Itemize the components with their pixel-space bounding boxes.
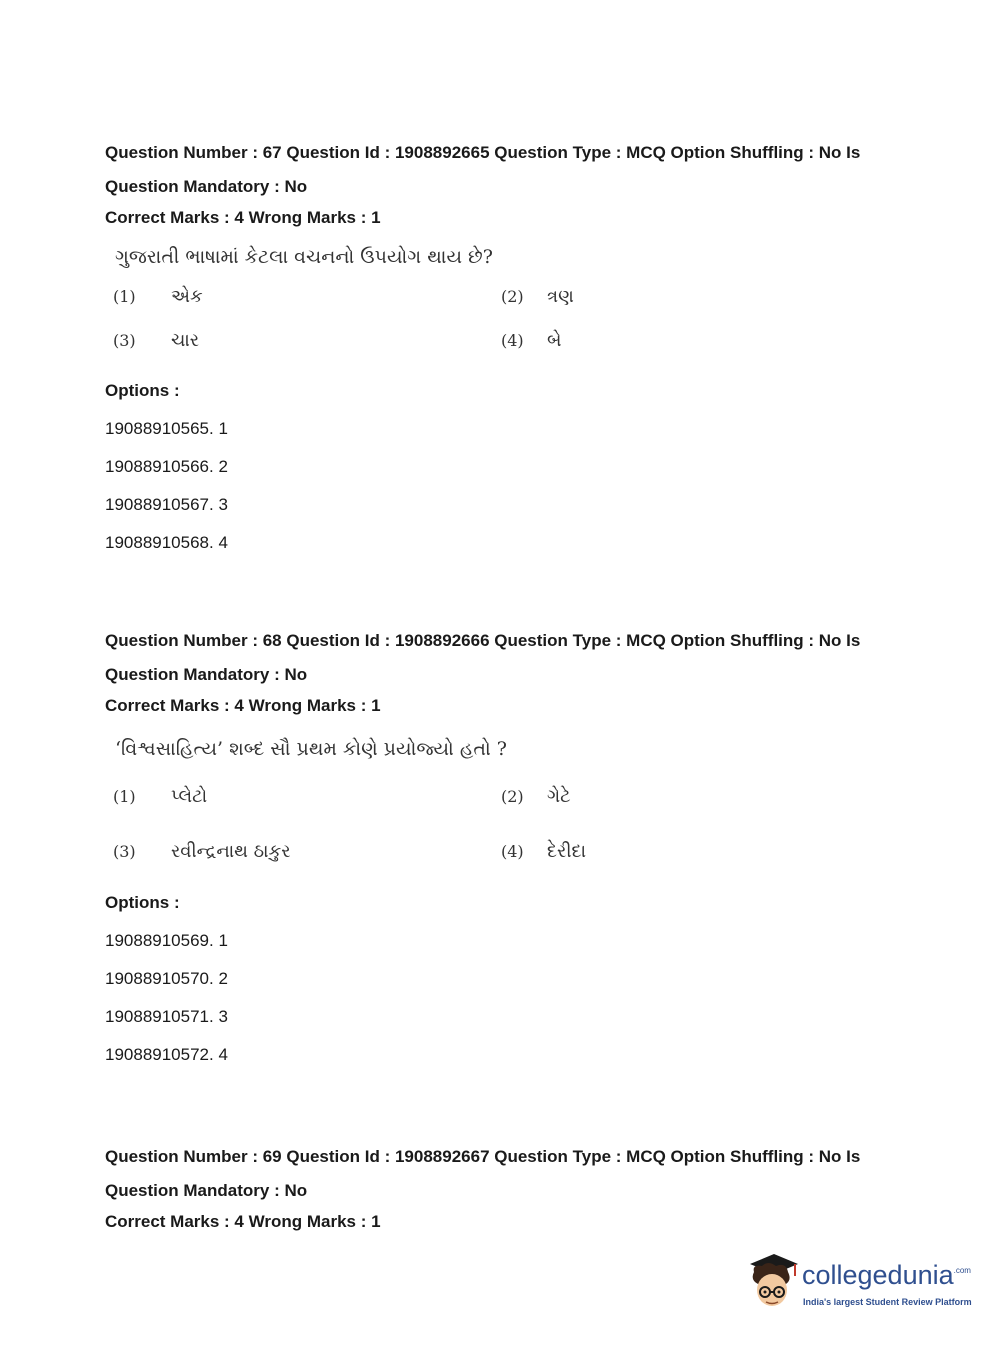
choice-1 — [113, 786, 207, 807]
choice-text: પ્લેટો — [171, 786, 208, 807]
choice-4 — [501, 841, 586, 862]
option-id: 19088910567. 3 — [105, 495, 228, 514]
choice-text: રવીન્દ્રનાથ ઠાકુર — [171, 841, 291, 862]
choice-4 — [501, 330, 561, 351]
choice-number: (1) — [113, 787, 136, 806]
choice-2 — [501, 786, 571, 807]
choice-2 — [501, 286, 574, 307]
choice-number: (4) — [501, 842, 524, 861]
choice-number: (3) — [113, 331, 136, 350]
choice-text: દેરીદા — [547, 841, 586, 862]
question-mandatory: Question Mandatory : No — [105, 177, 308, 196]
question-marks: Correct Marks : 4 Wrong Marks : 1 — [105, 208, 381, 227]
logo-tagline: India's largest Student Review Platform — [803, 1297, 972, 1307]
question-header: Question Number : 68 Question Id : 1908892666 Question Type : MCQ Option Shuffling : No Is — [105, 631, 861, 650]
choice-number: (4) — [501, 331, 524, 350]
option-id: 19088910565. 1 — [105, 419, 228, 438]
options-label: Options : — [105, 381, 180, 400]
choice-text: ગેટે — [547, 786, 571, 807]
choice-number: (1) — [113, 287, 136, 306]
choice-number: (3) — [113, 842, 136, 861]
option-id: 19088910570. 2 — [105, 969, 228, 988]
question-67 — [105, 136, 925, 562]
choice-1 — [113, 286, 203, 307]
option-id: 19088910571. 3 — [105, 1007, 228, 1026]
choice-3 — [113, 841, 291, 862]
question-marks: Correct Marks : 4 Wrong Marks : 1 — [105, 696, 381, 715]
question-69 — [105, 1140, 925, 1232]
collegedunia-logo — [742, 1250, 972, 1316]
question-marks: Correct Marks : 4 Wrong Marks : 1 — [105, 1212, 381, 1231]
options-label: Options : — [105, 893, 180, 912]
choice-number: (2) — [501, 287, 524, 306]
question-text: ‘વિશ્વસાહિત્ય’ શબ્દ સૌ પ્રથમ કોણે પ્રયોજ્યો હતો ? — [115, 738, 507, 760]
choice-grid — [105, 286, 925, 378]
choice-3 — [113, 330, 199, 351]
question-68 — [105, 624, 925, 1074]
question-text: ગુજરાતી ભાષામાં કેટલા વચનનો ઉપયોગ થાય છે? — [115, 246, 493, 268]
option-id: 19088910569. 1 — [105, 931, 228, 950]
option-id: 19088910572. 4 — [105, 1045, 228, 1064]
choice-grid — [105, 786, 925, 890]
choice-text: ત્રણ — [547, 286, 574, 307]
choice-text: બે — [547, 330, 562, 351]
logo-wordmark: collegedunia$^{.com}$ — [802, 1260, 971, 1290]
question-header: Question Number : 69 Question Id : 1908892667 Question Type : MCQ Option Shuffling : No Is — [105, 1147, 861, 1166]
question-mandatory: Question Mandatory : No — [105, 1181, 308, 1200]
option-id: 19088910566. 2 — [105, 457, 228, 476]
choice-text: ચાર — [171, 330, 200, 351]
choice-number: (2) — [501, 787, 524, 806]
choice-text: એક — [171, 286, 203, 307]
question-header: Question Number : 67 Question Id : 1908892665 Question Type : MCQ Option Shuffling : No Is — [105, 143, 861, 162]
question-mandatory: Question Mandatory : No — [105, 665, 308, 684]
mascot-icon — [742, 1250, 802, 1316]
option-id: 19088910568. 4 — [105, 533, 228, 552]
